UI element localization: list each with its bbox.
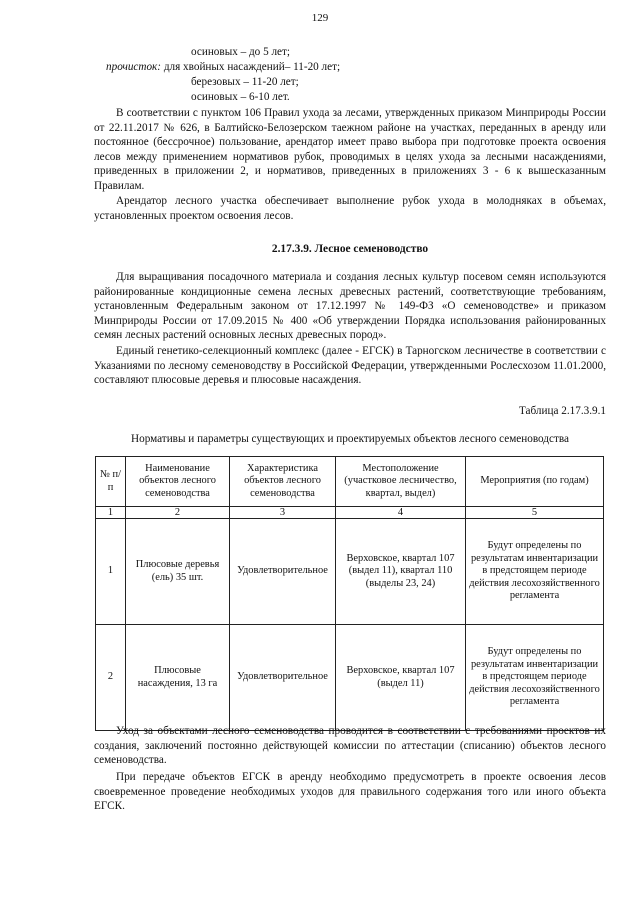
cell-name: Плюсовые насаждения, 13 га [126, 625, 230, 731]
intro-line-4: осиновых – 6-10 лет. [191, 91, 290, 103]
column-number: 2 [126, 507, 230, 519]
intro-line-2-label: прочисток: [106, 61, 162, 73]
table-row [96, 519, 604, 625]
paragraph-care: Уход за объектами лесного семеноводства проводится в соответствии с требованиями проектов их создания, заключений постоянно действующей комиссии по аттестации (списанию) объектов лесного семеноводства. [94, 725, 606, 767]
paragraph-rules: В соответствии с пунктом 106 Правил ухода за лесами, утвержденных приказом Минприроды России от 22.11.2017 № 626, в Балтийско-Белозерском таежном районе на участках, переданных в аренду или постоянное (бессрочное) пользование, арендатор имеет право выбора при подготовке проекта освоения лесов между применением нормативов рубок, проводимых в целях ухода за лесными насаждениями, приведенных в приложении 2, и нормативов, приведенных в приложениях 3 - 6 к вышесказанным Правилам. [94, 107, 606, 192]
cell-location: Верховское, квартал 107 (выдел 11) [336, 625, 466, 731]
page-number: 129 [311, 12, 329, 24]
cell-measures: Будут определены по результатам инвентаризации в предстоящем периоде действия лесохозяйственного регламента [466, 519, 604, 625]
cell-num: 2 [96, 625, 126, 731]
intro-line-2-text: для хвойных насаждений– 11-20 лет; [163, 61, 341, 73]
paragraph-tenant: Арендатор лесного участка обеспечивает выполнение рубок ухода в молодняках в объемах, установленных проектом освоения лесов. [94, 195, 606, 222]
table-header-cell: Наименование объектов лесного семеноводства [126, 457, 230, 507]
table-header-cell: Мероприятия (по годам) [466, 457, 604, 507]
column-number: 4 [336, 507, 466, 519]
intro-line-1: осиновых – до 5 лет; [191, 46, 291, 58]
paragraph-seeds: Для выращивания посадочного материала и создания лесных культур посевом семян используются районированные кондиционные семена лесных древесных растений, соответствующие требованиям, установленным Федеральным законом от 17.12.1997 № 149-ФЗ «О семеноводстве» и приказом Минприроды России от 17.09.2015 № 400 «Об утверждении Порядка использования районированных семян лесных растений основных лесных древесных пород». [94, 271, 606, 342]
table-column-number-row [96, 507, 604, 519]
paragraph-egsk: Единый генетико-селекционный комплекс (далее - ЕГСК) в Тарногском лесничестве в соответствии с Указаниями по лесному семеноводству в Российской Федерации, утвержденными Рослесхозом 11.01.2000, составляют плюсовые деревья и плюсовые насаждения. [94, 345, 606, 387]
seed-objects-table [95, 456, 604, 731]
cell-characteristic: Удовлетворительное [230, 625, 336, 731]
cell-measures: Будут определены по результатам инвентаризации в предстоящем периоде действия лесохозяйственного регламента [466, 625, 604, 731]
cell-location: Верховское, квартал 107 (выдел 11), квартал 110 (выделы 23, 24) [336, 519, 466, 625]
table-label: Таблица 2.17.3.9.1 [518, 405, 606, 417]
section-heading: 2.17.3.9. Лесное семеноводство [271, 243, 429, 255]
table-header-cell: № п/п [96, 457, 126, 507]
cell-name: Плюсовые деревья (ель) 35 шт. [126, 519, 230, 625]
table-row [96, 625, 604, 731]
column-number: 5 [466, 507, 604, 519]
table-header-row [96, 457, 604, 507]
intro-line-3: березовых – 11-20 лет; [191, 76, 299, 88]
table-header-cell: Местоположение (участковое лесничество, квартал, выдел) [336, 457, 466, 507]
column-number: 1 [96, 507, 126, 519]
table-caption: Нормативы и параметры существующих и проектируемых объектов лесного семеноводства [131, 433, 569, 445]
intro-line-2 [106, 60, 340, 75]
cell-num: 1 [96, 519, 126, 625]
column-number: 3 [230, 507, 336, 519]
paragraph-transfer: При передаче объектов ЕГСК в аренду необходимо предусмотреть в проекте освоения лесов своевременное проведение необходимых уходов для правильного содержания того или иного объекта ЕГСК. [94, 771, 606, 813]
table-header-cell: Характеристика объектов лесного семеноводства [230, 457, 336, 507]
cell-characteristic: Удовлетворительное [230, 519, 336, 625]
